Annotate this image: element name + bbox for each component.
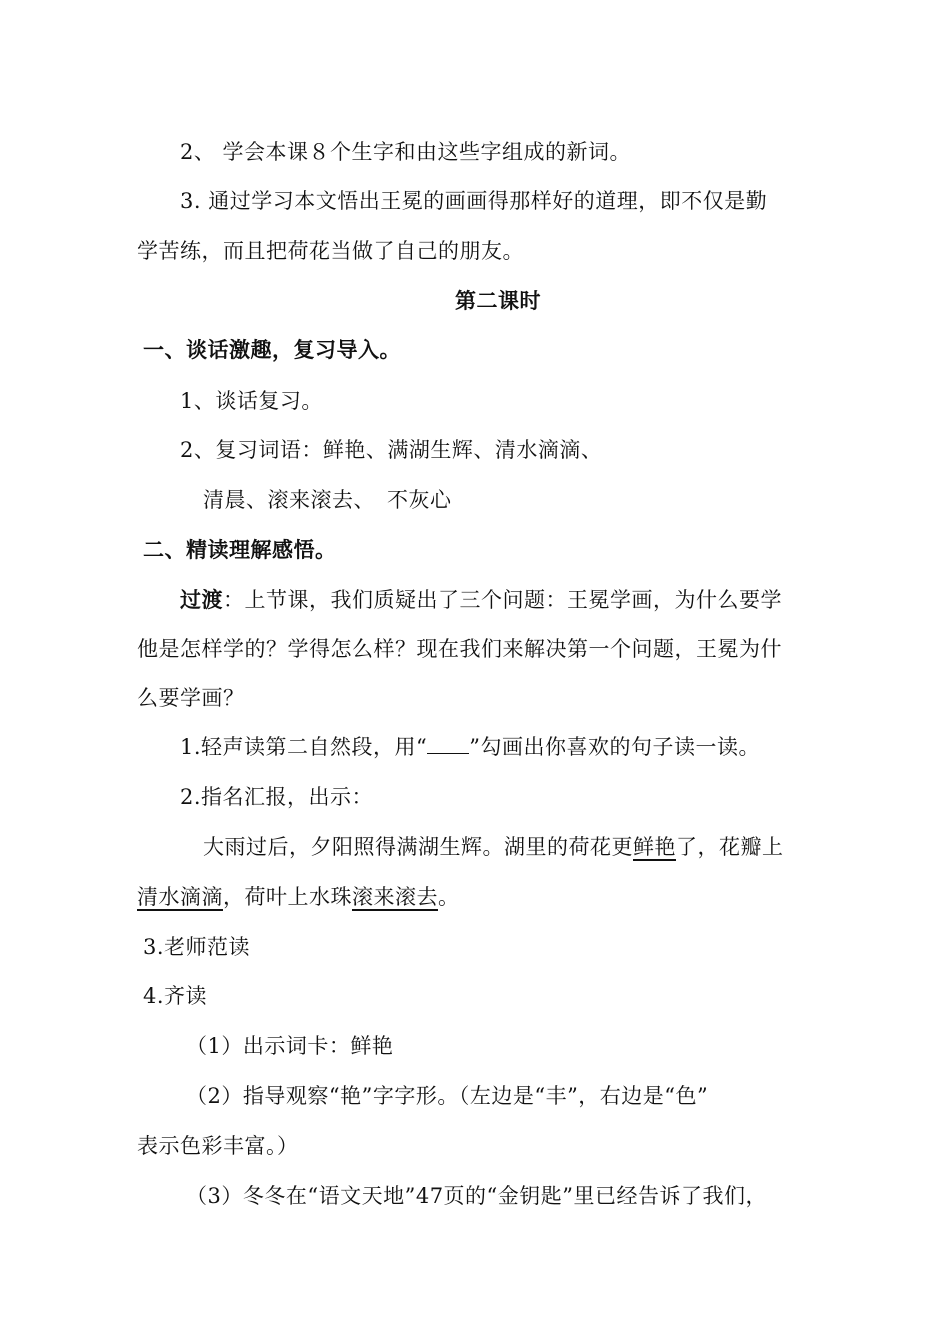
quote-line2 xyxy=(137,882,460,912)
step-1 xyxy=(180,732,760,762)
quote-text-b: 了，花瓣上 xyxy=(676,835,784,859)
quote-text-d: 。 xyxy=(438,885,460,909)
section-1-item-2-line1: 2、复习词语：鲜艳、满湖生辉、清水滴滴、 xyxy=(180,438,603,462)
lesson-title: 第二课时 xyxy=(455,288,541,313)
objective-item-3-line2: 学苦练，而且把荷花当做了自己的朋友。 xyxy=(137,239,524,263)
transition-line1 xyxy=(180,585,782,615)
step-1-text-a: 1.轻声读第二自然段，用“ xyxy=(180,735,428,759)
objective-item-2: 2、 学会本课８个生字和由这些字组成的新词。 xyxy=(180,140,632,164)
underline-blank xyxy=(427,735,469,754)
transition-line3: 么要学画？ xyxy=(137,686,245,710)
section-1-heading: 一、谈话激趣，复习导入。 xyxy=(143,337,401,362)
transition-text: ：上节课，我们质疑出了三个问题：王冕学画，为什么要学 xyxy=(223,588,782,612)
sub-item-1: （1）出示词卡：鲜艳 xyxy=(186,1034,394,1058)
step-2: 2.指名汇报，出示： xyxy=(180,785,374,809)
underlined-word-2: 清水滴滴 xyxy=(137,885,223,909)
section-2-heading: 二、精读理解感悟。 xyxy=(143,537,337,562)
transition-line2: 他是怎样学的？学得怎么样？现在我们来解决第一个问题，王冕为什 xyxy=(137,637,782,661)
section-1-item-1: 1、谈话复习。 xyxy=(180,389,323,413)
quote-line1 xyxy=(203,832,784,862)
sub-item-2-line1: （2）指导观察“艳”字字形。（左边是“丰”，右边是“色” xyxy=(186,1084,709,1108)
underlined-word-3: 滚来滚去 xyxy=(352,885,438,909)
review-words: 清晨、滚来滚去、 xyxy=(203,488,375,512)
underlined-word-1: 鲜艳 xyxy=(633,835,676,859)
sub-item-3: （3）冬冬在“语文天地”47页的“金钥匙”里已经告诉了我们， xyxy=(186,1184,768,1208)
step-1-text-b: ”勾画出你喜欢的句子读一读。 xyxy=(469,735,761,759)
step-4: 4.齐读 xyxy=(143,984,208,1008)
step-3: 3.老师范读 xyxy=(143,935,251,959)
review-word-last: 不灰心 xyxy=(387,488,452,512)
quote-text-c: ，荷叶上水珠 xyxy=(223,885,352,909)
quote-text-a: 大雨过后，夕阳照得满湖生辉。湖里的荷花更 xyxy=(203,835,633,859)
objective-item-3-line1: 3. 通过学习本文悟出王冕的画画得那样好的道理，即不仅是勤 xyxy=(180,189,768,213)
section-1-item-2-line2 xyxy=(203,485,452,515)
sub-item-2-line2: 表示色彩丰富。） xyxy=(137,1134,299,1158)
transition-label: 过渡 xyxy=(180,587,223,612)
